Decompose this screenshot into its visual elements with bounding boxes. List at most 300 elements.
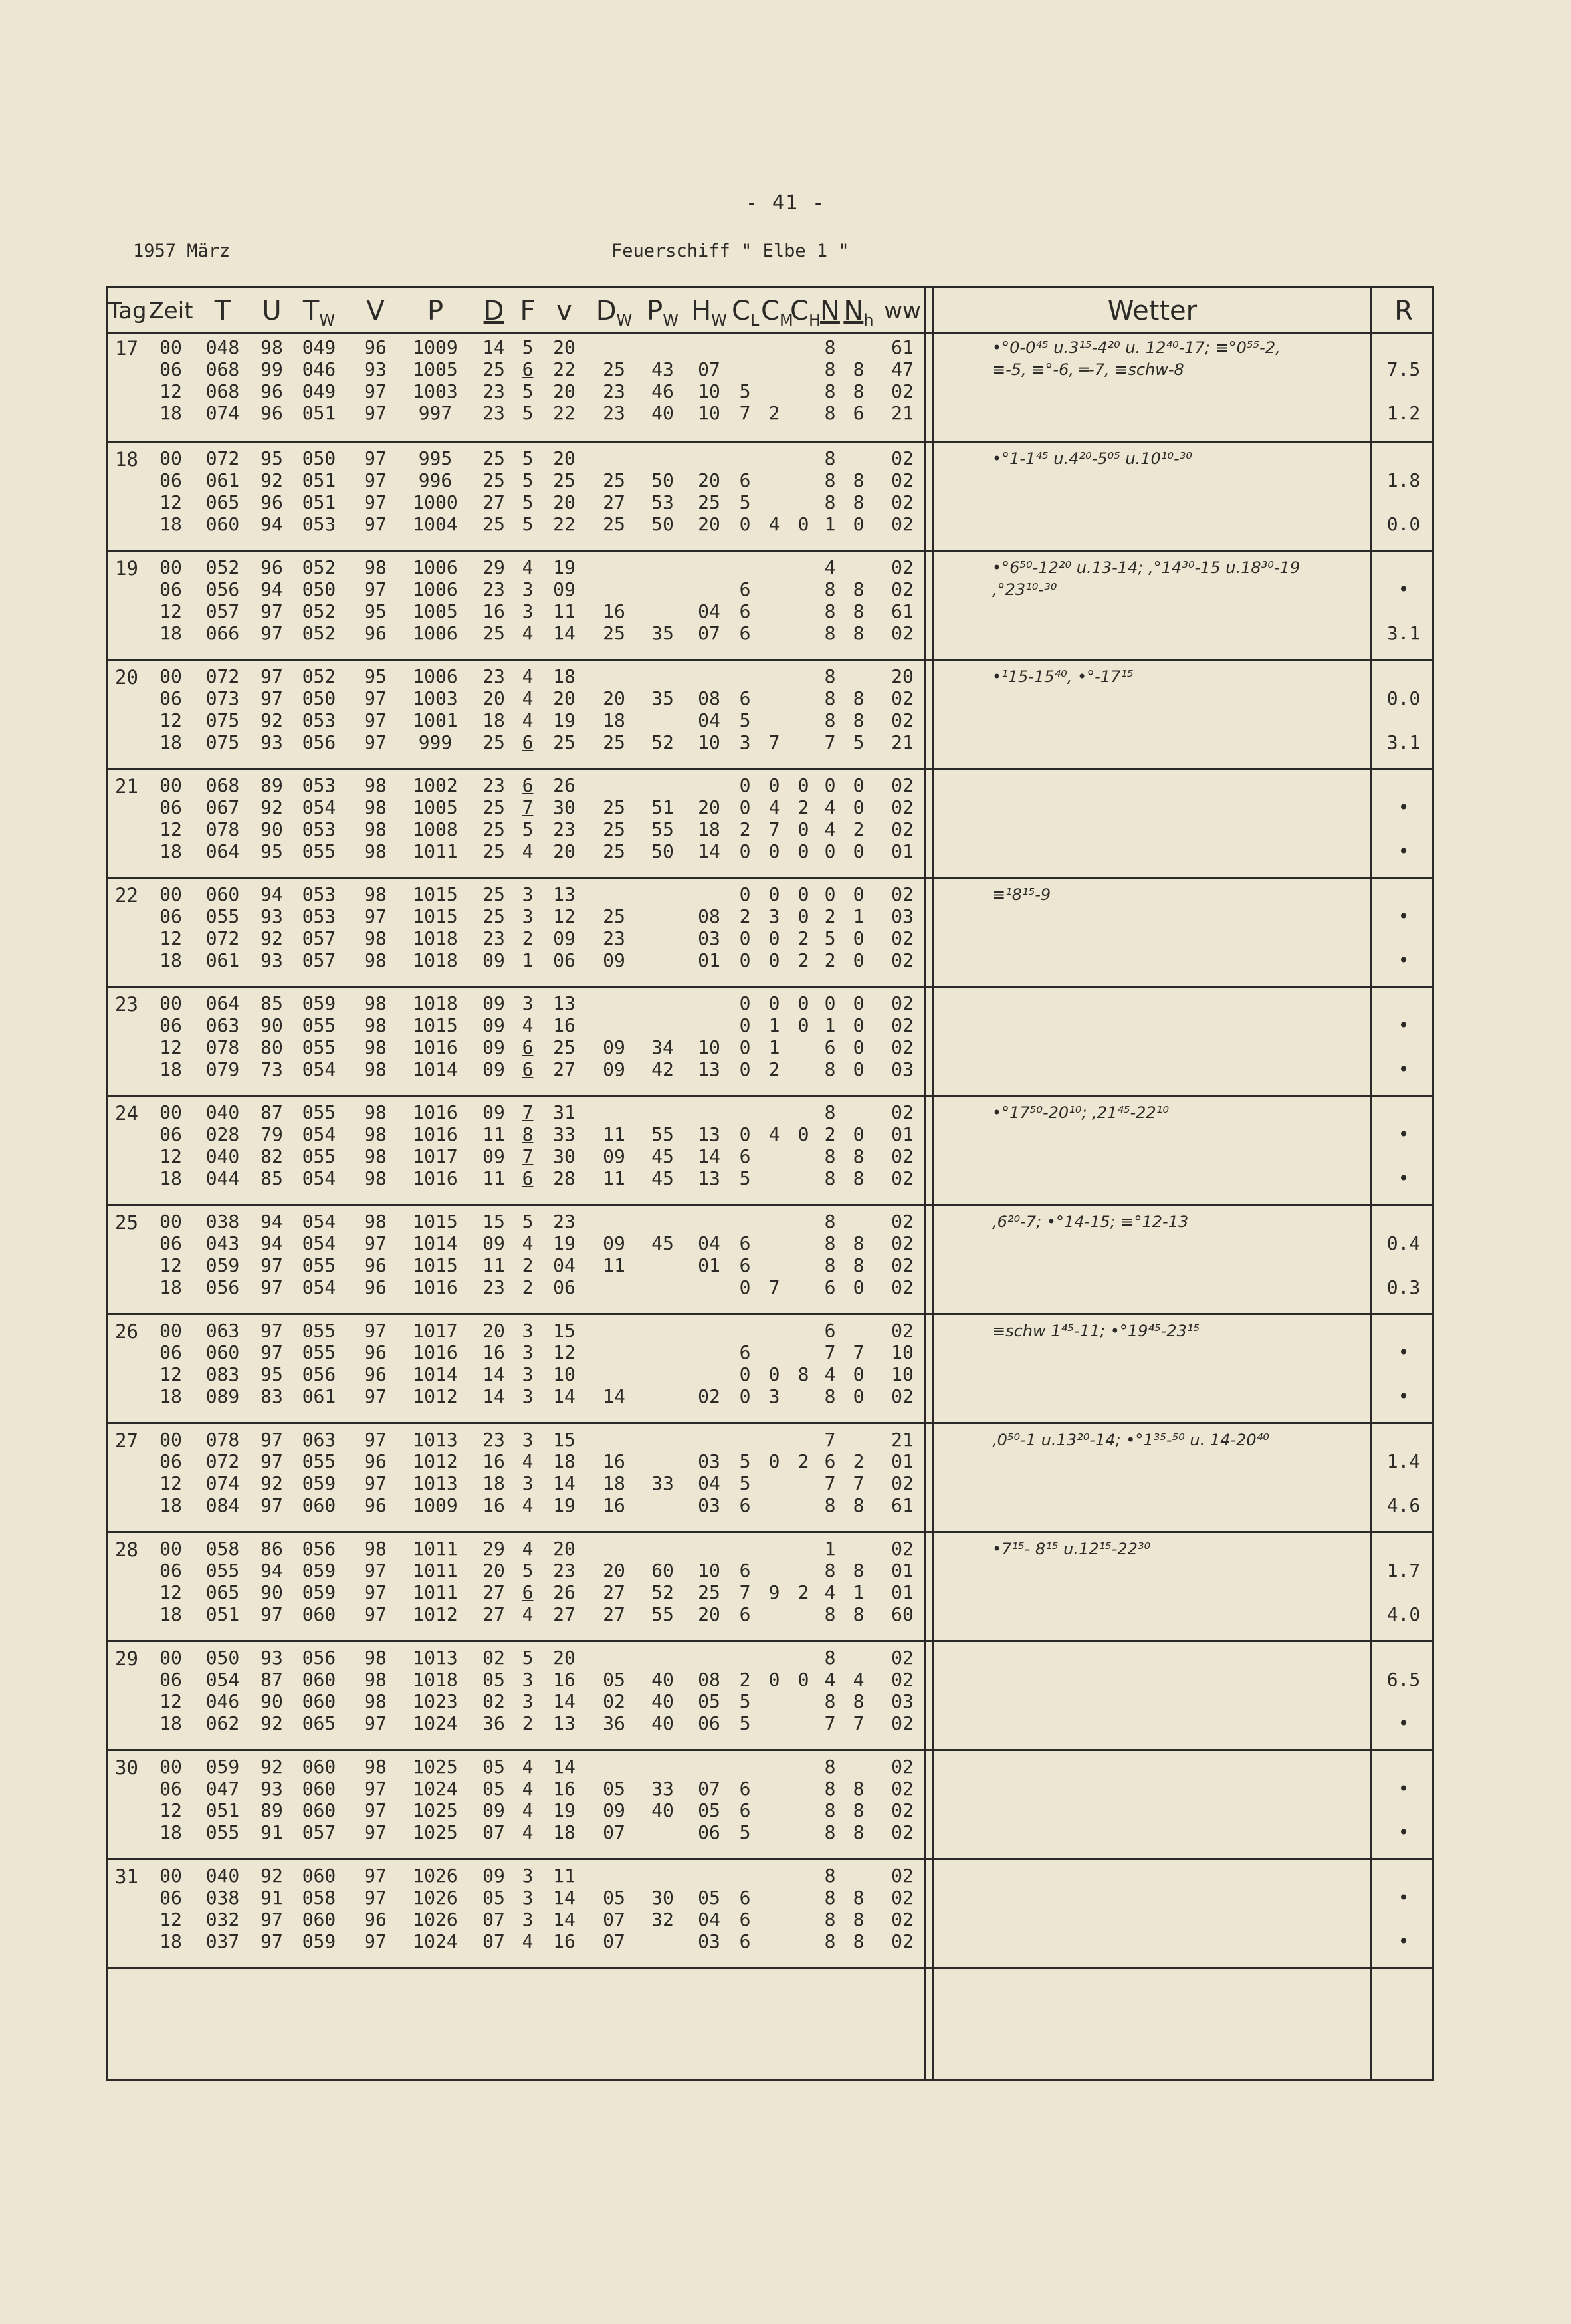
cell-cm: 0 [768, 992, 780, 1014]
cell-cm: 0 [768, 1363, 780, 1385]
cell-dw: 25 [603, 818, 625, 840]
cell-ww: 02 [891, 1909, 914, 1930]
cell-ww: 01 [891, 1451, 914, 1472]
precipitation-value: 0.3 [1386, 1276, 1421, 1298]
observation-row [108, 688, 1039, 709]
cell-hw: 13 [698, 1167, 720, 1189]
cell-tw: 052 [302, 665, 336, 687]
cell-ch: 0 [797, 1123, 809, 1145]
cell-hw: 02 [698, 1385, 720, 1407]
cell-f: 4 [522, 1778, 534, 1800]
cell-v: 22 [553, 513, 576, 535]
cell-cl: 0 [739, 883, 751, 905]
cell-hw [686, 337, 732, 358]
cell-u: 93 [261, 949, 283, 971]
cell-d: 11 [482, 1167, 505, 1189]
cell-t: 084 [205, 1494, 240, 1516]
cell-dw [591, 1342, 637, 1363]
cell-zeit: 06 [159, 796, 182, 818]
cell-p: 1018 [413, 1669, 458, 1690]
cell-v: 19 [553, 1800, 576, 1821]
cell-tw: 050 [302, 578, 336, 600]
cell-pw: 40 [651, 1690, 674, 1712]
cell-v: 98 [364, 927, 387, 949]
cell-cl: 0 [739, 513, 751, 535]
cell-p: 1005 [413, 600, 458, 622]
cell-dw [591, 1538, 637, 1560]
cell-nh: 8 [853, 1232, 865, 1254]
cell-v: 16 [553, 1669, 576, 1690]
cell-hw: 03 [698, 927, 720, 949]
cell-f: 6 [522, 731, 534, 753]
cell-ww: 60 [891, 1603, 914, 1625]
cell-v: 97 [364, 1560, 387, 1581]
cell-pw [640, 666, 685, 687]
precipitation-value: 6.5 [1386, 1669, 1421, 1690]
cell-cl [732, 1211, 758, 1232]
cell-ww: 02 [891, 687, 914, 709]
cell-zeit: 00 [159, 1756, 182, 1778]
cell-f: 4 [522, 1451, 534, 1472]
cell-pw [640, 601, 685, 622]
cell-v: 98 [364, 883, 387, 905]
cell-cl [732, 448, 758, 469]
cell-t: 060 [205, 1341, 240, 1363]
cell-pw: 42 [651, 1058, 674, 1080]
cell-ww: 02 [891, 1538, 914, 1560]
column-header-hw: $H_W$ [691, 296, 727, 330]
cell-p: 1004 [413, 513, 458, 535]
cell-dw: 02 [603, 1690, 625, 1712]
cell-ww: 02 [891, 709, 914, 731]
cell-ch [790, 1320, 817, 1341]
cell-dw: 11 [603, 1123, 625, 1145]
cell-u: 87 [261, 1669, 283, 1690]
cell-hw: 03 [698, 1451, 720, 1472]
cell-cl: 5 [739, 1451, 751, 1472]
cell-pw [640, 775, 685, 796]
cell-zeit: 12 [159, 1036, 182, 1058]
cell-d: 09 [482, 1014, 505, 1036]
cell-cm: 1 [768, 1014, 780, 1036]
observation-row [108, 1429, 1039, 1451]
cell-t: 046 [205, 1690, 240, 1712]
cell-d: 05 [482, 1887, 505, 1909]
cell-p: 1015 [413, 883, 458, 905]
cell-ww: 02 [891, 578, 914, 600]
cell-ch [790, 1473, 817, 1494]
cell-zeit: 12 [159, 1363, 182, 1385]
cell-hw [686, 1015, 732, 1036]
day-number: 23 [115, 993, 138, 1016]
cell-u: 97 [261, 665, 283, 687]
observation-row [108, 623, 1039, 644]
cell-v: 96 [364, 1341, 387, 1363]
day-block [108, 1095, 1432, 1206]
cell-v: 27 [553, 1603, 576, 1625]
cell-t: 066 [205, 622, 240, 644]
cell-tw: 054 [302, 1167, 336, 1189]
cell-ch [790, 448, 817, 469]
cell-f: 5 [522, 402, 534, 424]
cell-v: 33 [553, 1123, 576, 1145]
cell-n: 8 [824, 469, 836, 491]
cell-d: 02 [482, 1647, 505, 1669]
cell-nh [843, 337, 874, 358]
observation-row [108, 1495, 1039, 1516]
cell-t: 043 [205, 1232, 240, 1254]
cell-cm [761, 601, 787, 622]
day-block [108, 1204, 1432, 1315]
cell-ww: 02 [891, 1211, 914, 1232]
cell-cm [761, 381, 787, 402]
cell-cm [761, 623, 787, 644]
cell-u: 94 [261, 578, 283, 600]
cell-tw: 061 [302, 1385, 336, 1407]
cell-hw: 07 [698, 358, 720, 380]
cell-d: 14 [482, 1385, 505, 1407]
observation-row [108, 337, 1039, 358]
cell-nh: 8 [853, 1800, 865, 1821]
cell-pw: 43 [651, 358, 674, 380]
cell-f: 3 [522, 1865, 534, 1887]
cell-p: 1026 [413, 1909, 458, 1930]
cell-cl: 6 [739, 1494, 751, 1516]
cell-p: 1018 [413, 992, 458, 1014]
cell-v: 16 [553, 1778, 576, 1800]
cell-n: 6 [824, 1276, 836, 1298]
cell-dw [591, 1320, 637, 1341]
cell-ch [790, 579, 817, 600]
column-header-f: F [520, 296, 536, 326]
cell-ww: 03 [891, 1690, 914, 1712]
cell-cl: 6 [739, 578, 751, 600]
cell-dw: 09 [603, 1800, 625, 1821]
cell-u: 99 [261, 358, 283, 380]
cell-t: 055 [205, 1821, 240, 1843]
cell-hw [686, 1320, 732, 1341]
cell-cm [761, 1146, 787, 1167]
cell-dw [591, 1211, 637, 1232]
cell-v: 97 [364, 578, 387, 600]
precipitation-value: • [1398, 1930, 1410, 1952]
cell-pw: 45 [651, 1145, 674, 1167]
day-number: 25 [115, 1211, 138, 1234]
cell-p: 1023 [413, 1690, 458, 1712]
cell-v: 20 [553, 1647, 576, 1669]
cell-dw [591, 1429, 637, 1451]
precipitation-value: • [1398, 796, 1410, 818]
cell-v: 20 [553, 1538, 576, 1560]
day-number: 24 [115, 1102, 138, 1125]
cell-ch: 2 [797, 949, 809, 971]
cell-v: 26 [553, 774, 576, 796]
cell-hw: 20 [698, 796, 720, 818]
cell-zeit: 18 [159, 1821, 182, 1843]
cell-n: 8 [824, 687, 836, 709]
cell-n: 2 [824, 1123, 836, 1145]
observation-row [108, 403, 1039, 424]
column-header-t: T [214, 296, 231, 326]
cell-cm: 0 [768, 883, 780, 905]
cell-n: 4 [824, 796, 836, 818]
cell-v: 14 [553, 1690, 576, 1712]
cell-cm [761, 1931, 787, 1952]
observation-row [108, 1124, 1039, 1145]
observation-row [108, 381, 1039, 402]
cell-hw: 04 [698, 1909, 720, 1930]
cell-n: 8 [824, 1145, 836, 1167]
cell-t: 064 [205, 840, 240, 862]
cell-nh: 0 [853, 1058, 865, 1080]
cell-f: 4 [522, 1800, 534, 1821]
cell-hw: 14 [698, 1145, 720, 1167]
cell-pw [640, 884, 685, 905]
cell-f: 3 [522, 1909, 534, 1930]
cell-v: 98 [364, 1123, 387, 1145]
cell-p: 1026 [413, 1865, 458, 1887]
cell-cm [761, 1342, 787, 1363]
cell-p: 1016 [413, 1102, 458, 1123]
precipitation-value: • [1398, 949, 1410, 971]
cell-pw [640, 1364, 685, 1385]
cell-v: 15 [553, 1429, 576, 1451]
cell-nh: 8 [853, 1145, 865, 1167]
cell-p: 996 [418, 469, 453, 491]
cell-tw: 055 [302, 1254, 336, 1276]
cell-cl: 5 [739, 380, 751, 402]
cell-v: 98 [364, 1102, 387, 1123]
cell-v: 22 [553, 402, 576, 424]
cell-zeit: 12 [159, 1472, 182, 1494]
cell-dw: 20 [603, 1560, 625, 1581]
precipitation-value: 3.1 [1386, 622, 1421, 644]
cell-zeit: 06 [159, 1560, 182, 1581]
cell-t: 089 [205, 1385, 240, 1407]
cell-cl: 0 [739, 1276, 751, 1298]
precipitation-value: 3.1 [1386, 731, 1421, 753]
cell-f: 6 [522, 774, 534, 796]
cell-ww: 02 [891, 818, 914, 840]
cell-cl: 5 [739, 491, 751, 513]
cell-tw: 059 [302, 1472, 336, 1494]
cell-ww: 03 [891, 905, 914, 927]
cell-cm [761, 1800, 787, 1821]
cell-nh: 0 [853, 992, 865, 1014]
cell-cm [761, 1647, 787, 1669]
cell-zeit: 00 [159, 883, 182, 905]
cell-ch [790, 1713, 817, 1734]
cell-cl: 0 [739, 1014, 751, 1036]
cell-n: 8 [824, 1756, 836, 1778]
table-bottom-divider [108, 1967, 1432, 1969]
day-number: 28 [115, 1538, 138, 1561]
cell-pw [640, 1342, 685, 1363]
cell-dw: 25 [603, 622, 625, 644]
column-header-tw: $T_W$ [302, 296, 336, 330]
cell-p: 1015 [413, 1014, 458, 1036]
cell-nh: 4 [853, 1669, 865, 1690]
cell-dw: 27 [603, 1603, 625, 1625]
cell-dw [591, 1102, 637, 1123]
cell-ch [790, 492, 817, 513]
cell-zeit: 18 [159, 731, 182, 753]
cell-ch [790, 623, 817, 644]
cell-u: 97 [261, 1909, 283, 1930]
cell-ww: 02 [891, 447, 914, 469]
cell-ww: 02 [891, 1472, 914, 1494]
cell-ch [790, 1778, 817, 1800]
cell-v: 25 [553, 731, 576, 753]
cell-v: 97 [364, 402, 387, 424]
cell-tw: 056 [302, 1363, 336, 1385]
cell-u: 96 [261, 402, 283, 424]
cell-u: 85 [261, 992, 283, 1014]
cell-p: 1006 [413, 665, 458, 687]
cell-v: 95 [364, 600, 387, 622]
page-number: - 41 - [745, 191, 826, 215]
cell-f: 5 [522, 380, 534, 402]
day-block [108, 1422, 1432, 1533]
cell-nh: 0 [853, 1036, 865, 1058]
cell-n: 8 [824, 1887, 836, 1909]
cell-ch [790, 1255, 817, 1276]
cell-d: 25 [482, 358, 505, 380]
cell-ch: 8 [797, 1363, 809, 1385]
cell-pw: 50 [651, 469, 674, 491]
cell-v: 14 [553, 1385, 576, 1407]
cell-v: 20 [553, 380, 576, 402]
cell-f: 4 [522, 1756, 534, 1778]
cell-pw: 45 [651, 1167, 674, 1189]
cell-n: 4 [824, 818, 836, 840]
cell-n: 8 [824, 600, 836, 622]
cell-ww: 02 [891, 1756, 914, 1778]
cell-cm [761, 492, 787, 513]
cell-tw: 050 [302, 447, 336, 469]
cell-zeit: 12 [159, 1909, 182, 1930]
weather-remark: •7¹⁵- 8¹⁵ u.12¹⁵-22³⁰ [992, 1540, 1151, 1558]
cell-u: 97 [261, 1494, 283, 1516]
cell-cl: 6 [739, 622, 751, 644]
cell-f: 2 [522, 1712, 534, 1734]
cell-u: 95 [261, 1363, 283, 1385]
cell-zeit: 00 [159, 1538, 182, 1560]
cell-dw: 23 [603, 402, 625, 424]
cell-hw: 10 [698, 731, 720, 753]
day-number: 31 [115, 1865, 138, 1888]
observation-row [108, 1168, 1039, 1189]
cell-v: 96 [364, 622, 387, 644]
cell-ww: 02 [891, 1865, 914, 1887]
cell-nh: 8 [853, 687, 865, 709]
cell-ww: 01 [891, 840, 914, 862]
cell-p: 1006 [413, 622, 458, 644]
cell-t: 058 [205, 1538, 240, 1560]
cell-n: 8 [824, 1211, 836, 1232]
cell-cm [761, 666, 787, 687]
cell-p: 1012 [413, 1603, 458, 1625]
cell-nh: 0 [853, 1363, 865, 1385]
cell-u: 96 [261, 380, 283, 402]
cell-ch [790, 1059, 817, 1080]
cell-n: 6 [824, 1451, 836, 1472]
cell-v: 20 [553, 336, 576, 358]
cell-cm: 4 [768, 1123, 780, 1145]
cell-f: 3 [522, 1429, 534, 1451]
cell-ww: 02 [891, 1254, 914, 1276]
cell-hw [686, 1538, 732, 1560]
cell-nh [843, 1320, 874, 1341]
cell-f: 3 [522, 600, 534, 622]
cell-ch [790, 1386, 817, 1407]
cell-zeit: 12 [159, 818, 182, 840]
cell-v: 20 [553, 687, 576, 709]
cell-v: 97 [364, 1821, 387, 1843]
observation-row [108, 993, 1039, 1014]
cell-p: 1016 [413, 1341, 458, 1363]
cell-pw [640, 906, 685, 927]
cell-n: 2 [824, 905, 836, 927]
observation-row [108, 1669, 1039, 1690]
cell-cm [761, 710, 787, 731]
cell-cm [761, 1713, 787, 1734]
cell-n: 8 [824, 1800, 836, 1821]
cell-dw [591, 993, 637, 1014]
cell-n: 0 [824, 992, 836, 1014]
cell-nh: 0 [853, 949, 865, 971]
cell-d: 25 [482, 905, 505, 927]
cell-nh: 8 [853, 1930, 865, 1952]
cell-v: 96 [364, 336, 387, 358]
cell-d: 05 [482, 1756, 505, 1778]
cell-t: 057 [205, 600, 240, 622]
observation-row [108, 1713, 1039, 1734]
cell-nh [843, 1538, 874, 1560]
observation-row [108, 1320, 1039, 1341]
cell-f: 4 [522, 622, 534, 644]
cell-nh [843, 666, 874, 687]
precipitation-value: 0.0 [1386, 687, 1421, 709]
cell-ww: 01 [891, 1581, 914, 1603]
cell-tw: 056 [302, 1538, 336, 1560]
cell-pw: 52 [651, 1581, 674, 1603]
column-header-cm: $C_M$ [761, 296, 793, 330]
cell-cl: 6 [739, 1909, 751, 1930]
cell-cm: 9 [768, 1581, 780, 1603]
cell-p: 1025 [413, 1821, 458, 1843]
weather-remark: ≡¹8¹⁵-9 [992, 885, 1051, 904]
cell-tw: 055 [302, 1320, 336, 1341]
cell-nh: 0 [853, 796, 865, 818]
precipitation-value: • [1398, 1887, 1410, 1909]
cell-n: 6 [824, 1320, 836, 1341]
cell-ch [790, 557, 817, 578]
cell-d: 09 [482, 1102, 505, 1123]
cell-dw [591, 1015, 637, 1036]
cell-dw: 25 [603, 840, 625, 862]
cell-cm [761, 688, 787, 709]
cell-dw: 07 [603, 1930, 625, 1952]
cell-n: 2 [824, 949, 836, 971]
observation-row [108, 1538, 1039, 1560]
cell-cl: 2 [739, 905, 751, 927]
cell-ch [790, 403, 817, 424]
cell-ch [790, 1865, 817, 1887]
cell-f: 3 [522, 1341, 534, 1363]
cell-f: 5 [522, 818, 534, 840]
day-block [108, 1640, 1432, 1751]
